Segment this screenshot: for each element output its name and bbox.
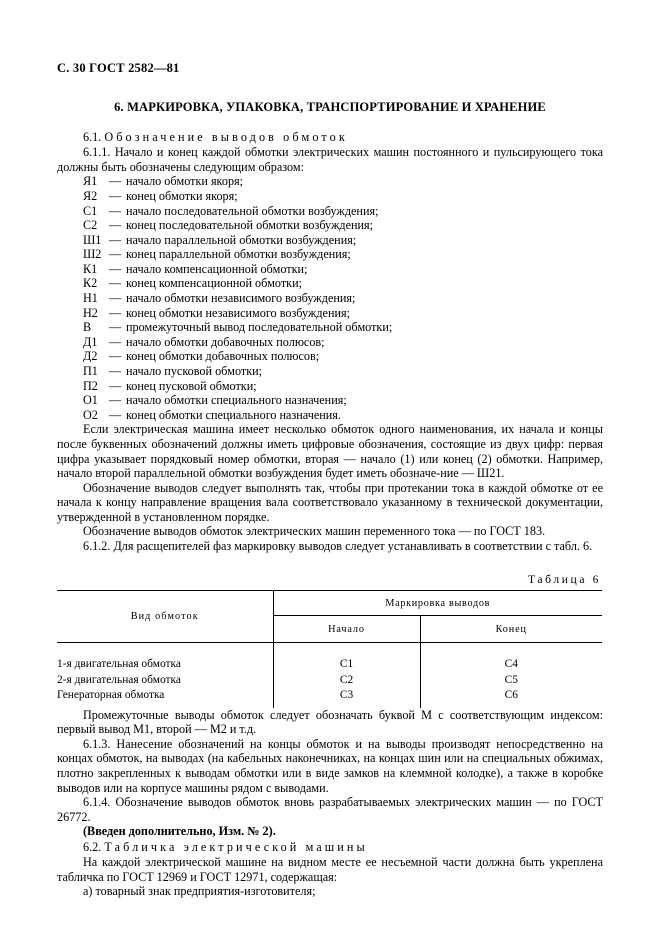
terminal-definition: начало параллельной обмотки возбуждения; [126, 232, 357, 247]
terminal-code: Я1 [83, 174, 98, 189]
paragraph-6-1-4: 6.1.4. Обозначение выводов обмоток вновь разрабатываемых электрических машин — по ГОСТ 26772. [57, 795, 603, 824]
terminal-definition: начало обмотки независимого возбуждения; [126, 291, 356, 306]
paragraph-6-1-2: 6.1.2. Для расщепителей фаз маркировку выводов следует устанавливать в соответствии с табл. 6. [83, 538, 593, 553]
terminal-dash: — [109, 349, 122, 364]
terminal-definition: конец обмотки независимого возбуждения; [126, 305, 351, 320]
terminal-dash: — [109, 378, 122, 393]
list-item [57, 335, 603, 350]
terminal-code: Я2 [83, 188, 98, 203]
list-item [57, 233, 603, 248]
terminal-definition: конец обмотки добавочных полюсов; [126, 349, 320, 364]
terminal-code: В [83, 320, 92, 335]
terminal-definition: конец последовательной обмотки возбуждения; [126, 218, 374, 233]
list-item [57, 189, 603, 204]
terminal-definition: промежуточный вывод последовательной обмотки; [126, 320, 393, 335]
list-item [57, 408, 603, 423]
terminal-code: С1 [83, 203, 98, 218]
table-cell-start: С3 [273, 687, 420, 703]
terminal-dash: — [109, 218, 122, 233]
terminal-definition: конец обмотки специального назначения. [126, 407, 341, 422]
terminal-marking-table [57, 590, 602, 708]
table-header-winding-type: Вид обмоток [57, 591, 273, 643]
terminal-definition: начало компенсационной обмотки; [126, 261, 308, 276]
terminal-code: П1 [83, 364, 98, 379]
table-spacer-cell [273, 643, 420, 657]
terminal-code: Н2 [83, 305, 98, 320]
table-header-start: Начало [273, 616, 420, 643]
list-item [57, 262, 603, 277]
paragraph-intermediate-terminals: Промежуточные выводы обмоток следует обозначать буквой М с соответствующим индексом: первый вывод М1, второй — М2 и т.д. [57, 707, 603, 737]
terminal-code: О2 [83, 407, 98, 422]
terminal-definition: начало последовательной обмотки возбуждения; [126, 203, 379, 218]
table-cell-end: С5 [504, 673, 518, 686]
terminal-definition: конец компенсационной обмотки; [126, 276, 303, 291]
terminal-definition: конец параллельной обмотки возбуждения; [126, 247, 351, 262]
list-item [57, 247, 603, 262]
table-cell-end: С4 [504, 658, 518, 671]
paragraph-rotation-direction: Обозначение выводов следует выполнять так, чтобы при протекании тока в каждой обмотке от ее начала к концу направление вращения вала соответствовало указанному в технической документации, утвержденной в установленном порядке. [57, 480, 603, 524]
page-content [57, 0, 603, 899]
amendment-note: (Введен дополнительно, Изм. № 2). [83, 824, 276, 839]
list-item [57, 204, 603, 219]
table-cell-start: С1 [273, 656, 420, 672]
subsection-number-6-1: 6.1. [83, 129, 105, 144]
list-item [57, 393, 603, 408]
terminal-definition: начало обмотки добавочных полюсов; [126, 334, 325, 349]
terminal-definition: начало обмотки специального назначения; [126, 393, 347, 408]
table-cell-end: С6 [504, 689, 518, 702]
running-head: С. 30 ГОСТ 2582—81 [57, 61, 180, 75]
table-spacer-cell [57, 643, 273, 657]
terminal-dash: — [109, 320, 122, 335]
paragraph-item-a: а) товарный знак предприятия-изготовителя; [83, 884, 316, 899]
terminal-dash: — [109, 247, 122, 262]
list-item [57, 349, 603, 364]
terminal-code: С2 [83, 218, 98, 233]
section-heading: 6. МАРКИРОВКА, УПАКОВКА, ТРАНСПОРТИРОВАНИЕ И ХРАНЕНИЕ [114, 99, 546, 114]
subsection-number-6-2: 6.2. [83, 839, 105, 854]
terminal-code: К2 [83, 276, 98, 291]
terminal-code: Ш1 [83, 232, 102, 247]
table-cell-winding-name: 1-я двигательная обмотка [57, 656, 273, 672]
table-spacer-cell [420, 643, 602, 657]
terminal-dash: — [109, 261, 122, 276]
terminal-dash: — [109, 276, 122, 291]
subsection-title-6-1: Обозначение выводов обмоток [104, 129, 348, 144]
terminal-definition: начало пусковой обмотки; [126, 364, 263, 379]
table-cell-winding-name: Генераторная обмотка [57, 687, 273, 703]
table-header-end: Конец [420, 616, 602, 643]
terminal-code: П2 [83, 378, 98, 393]
table-row [57, 672, 602, 688]
terminal-dash: — [109, 334, 122, 349]
terminal-dash: — [109, 305, 122, 320]
list-item [57, 379, 603, 394]
paragraph-6-1-3: 6.1.3. Нанесение обозначений на концы обмоток и на выводы производят непосредственно на концах обмоток, на выводах (на кабельных наконечниках, на концах шин или на специальных обжимах, плотно закрепленных к выводам обмотки или в виде замков на клеммной колодке), а также в коробке выводов или на корпусе машины рядом с выводами. [57, 736, 603, 795]
terminal-dash: — [109, 188, 122, 203]
terminal-dash: — [109, 174, 122, 189]
terminal-dash: — [109, 232, 122, 247]
list-item [57, 364, 603, 379]
table-caption: Таблица 6 [528, 573, 601, 587]
paragraph-6-1-1: 6.1.1. Начало и конец каждой обмотки электрических машин постоянного и пульсирующего тока должны быть обозначены следующим образом: [57, 145, 603, 174]
terminal-code: Ш2 [83, 247, 102, 262]
terminal-code: Д2 [83, 349, 98, 364]
terminal-code: К1 [83, 261, 98, 276]
list-item [57, 291, 603, 306]
terminal-code: Д1 [83, 334, 98, 349]
table-header-row [57, 591, 602, 616]
table-spacer-row [57, 643, 602, 657]
list-item [57, 276, 603, 291]
list-item [57, 174, 603, 189]
terminal-definition: конец пусковой обмотки; [126, 378, 257, 393]
terminal-dash: — [109, 364, 122, 379]
subsection-heading-6-1 [57, 129, 603, 145]
table-row [57, 687, 602, 703]
terminal-dash: — [109, 203, 122, 218]
terminal-dash: — [109, 291, 122, 306]
terminal-definition: начало обмотки якоря; [126, 174, 244, 189]
terminal-designation-list [57, 174, 603, 422]
table-header-marking-group: Маркировка выводов [273, 591, 602, 616]
paragraph-nameplate: На каждой электрической машине на видном месте ее несъемной части должна быть укреплена табличка по ГОСТ 12969 и ГОСТ 12971, содержащая: [57, 855, 603, 884]
table-cell-winding-name: 2-я двигательная обмотка [57, 672, 273, 688]
list-item [57, 218, 603, 233]
table-cell-start: С2 [273, 672, 420, 688]
list-item [57, 320, 603, 335]
paragraph-multiple-windings: Если электрическая машина имеет несколько обмоток одного наименования, их начала и концы после буквенных обозначений должны иметь цифровые обозначения, состоящие из двух цифр: первая цифра указывает порядковый номер обмотки, вторая — начало (1) или конец (2) обмотки. Например, начало второй параллельной обмотки возбуждения будет иметь обозначе-ние — Ш21. [57, 422, 603, 481]
subsection-heading-6-2 [57, 839, 603, 855]
terminal-dash: — [109, 407, 122, 422]
list-item [57, 306, 603, 321]
paragraph-ac-machines: Обозначение выводов обмоток электрических машин переменного тока — по ГОСТ 183. [83, 524, 546, 539]
table-row [57, 656, 602, 672]
subsection-title-6-2: Табличка электрической машины [104, 839, 368, 854]
terminal-dash: — [109, 393, 122, 408]
terminal-definition: конец обмотки якоря; [126, 188, 238, 203]
terminal-code: Н1 [83, 291, 98, 306]
terminal-code: О1 [83, 393, 98, 408]
